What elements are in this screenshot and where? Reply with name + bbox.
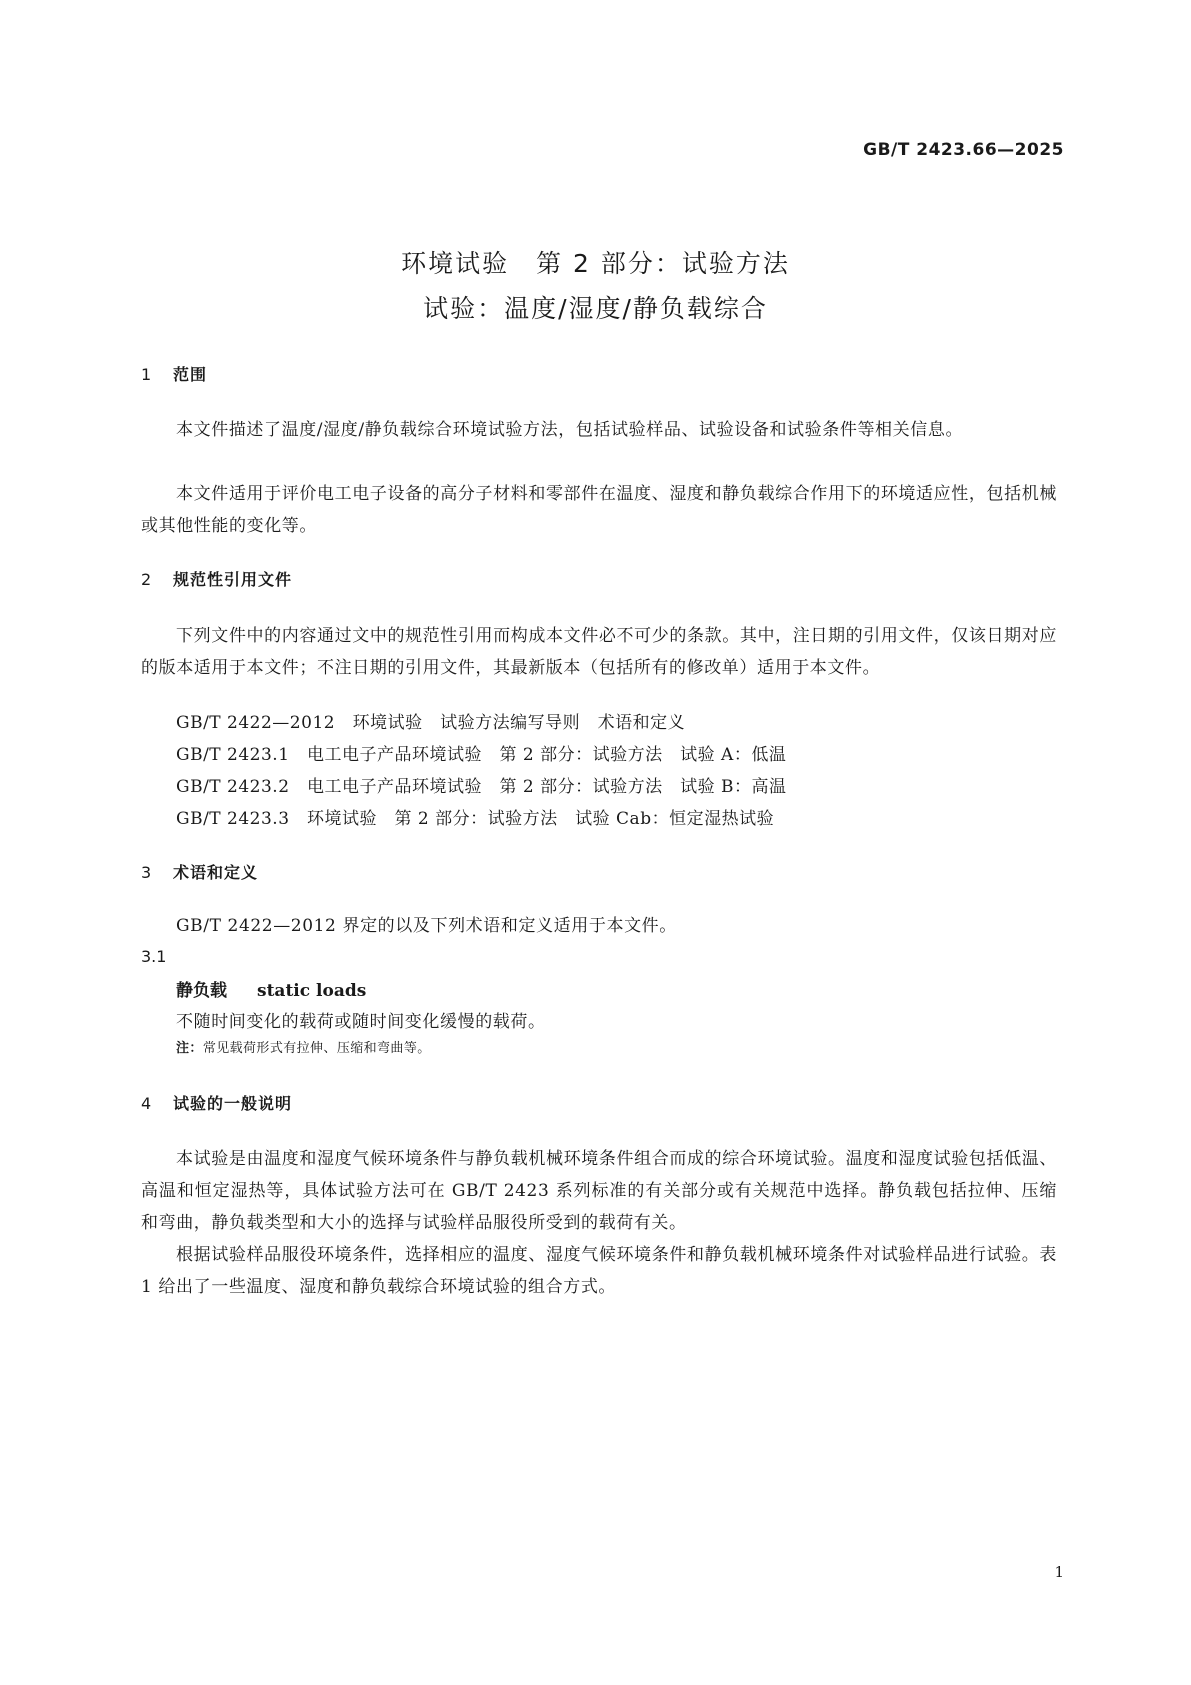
document-title-line-2: 试验：温度/湿度/静负载综合 [423,294,768,323]
section-number: 2 [141,570,153,589]
section-4-heading [141,1091,292,1114]
standard-code: GB/T 2423.66—2025 [863,140,1064,160]
section-title: 范围 [173,365,208,384]
page-number: 1 [1054,1563,1064,1581]
reference-item: GB/T 2423.3 环境试验 第 2 部分：试验方法 试验 Cab：恒定湿热试验 [176,809,775,829]
paragraph: 下列文件中的内容通过文中的规范性引用而构成本文件必不可少的条款。其中，注日期的引用文件，仅该日期对应的版本适用于本文件；不注日期的引用文件，其最新版本（包括所有的修改单）适用于本文件。 [141,626,1057,678]
term-en: static loads [257,981,367,1001]
section-title: 术语和定义 [173,863,259,882]
term-entry [176,976,366,1001]
note-label: 注： [176,1041,203,1056]
reference-item: GB/T 2422—2012 环境试验 试验方法编写导则 术语和定义 [176,713,686,733]
section-title: 规范性引用文件 [173,570,293,589]
term-number: 3.1 [141,947,167,966]
section-1-heading [141,362,207,385]
term-zh: 静负载 [176,981,227,1001]
section-3-heading [141,860,258,883]
paragraph: GB/T 2422—2012 界定的以及下列术语和定义适用于本文件。 [176,916,677,936]
section-number: 4 [141,1094,153,1113]
section-number: 3 [141,863,153,882]
note-text: 常见载荷形式有拉伸、压缩和弯曲等。 [202,1041,431,1056]
paragraph: 本文件描述了温度/湿度/静负载综合环境试验方法，包括试验样品、试验设备和试验条件等相关信息。 [176,420,964,440]
document-title-line-1: 环境试验 第 2 部分：试验方法 [401,249,790,278]
paragraph: 本试验是由温度和湿度气候环境条件与静负载机械环境条件组合而成的综合环境试验。温度和湿度试验包括低温、高温和恒定湿热等，具体试验方法可在 GB/T 2423 系列标准的有关部分或有关规范中选择。静负载包括拉伸、压缩和弯曲，静负载类型和大小的选择与试验样品服役所受到的载荷有关。 [141,1149,1057,1233]
term-definition: 不随时间变化的载荷或随时间变化缓慢的载荷。 [176,1012,546,1032]
section-title: 试验的一般说明 [173,1094,293,1113]
reference-item: GB/T 2423.1 电工电子产品环境试验 第 2 部分：试验方法 试验 A：低温 [176,745,787,765]
reference-item: GB/T 2423.2 电工电子产品环境试验 第 2 部分：试验方法 试验 B：高温 [176,777,787,797]
term-note [176,1037,431,1056]
section-2-heading [141,567,292,590]
paragraph: 根据试验样品服役环境条件，选择相应的温度、湿度气候环境条件和静负载机械环境条件对试验样品进行试验。表 1 给出了一些温度、湿度和静负载综合环境试验的组合方式。 [141,1245,1057,1297]
section-number: 1 [141,365,153,384]
paragraph: 本文件适用于评价电工电子设备的高分子材料和零部件在温度、湿度和静负载综合作用下的环境适应性，包括机械或其他性能的变化等。 [141,484,1057,536]
